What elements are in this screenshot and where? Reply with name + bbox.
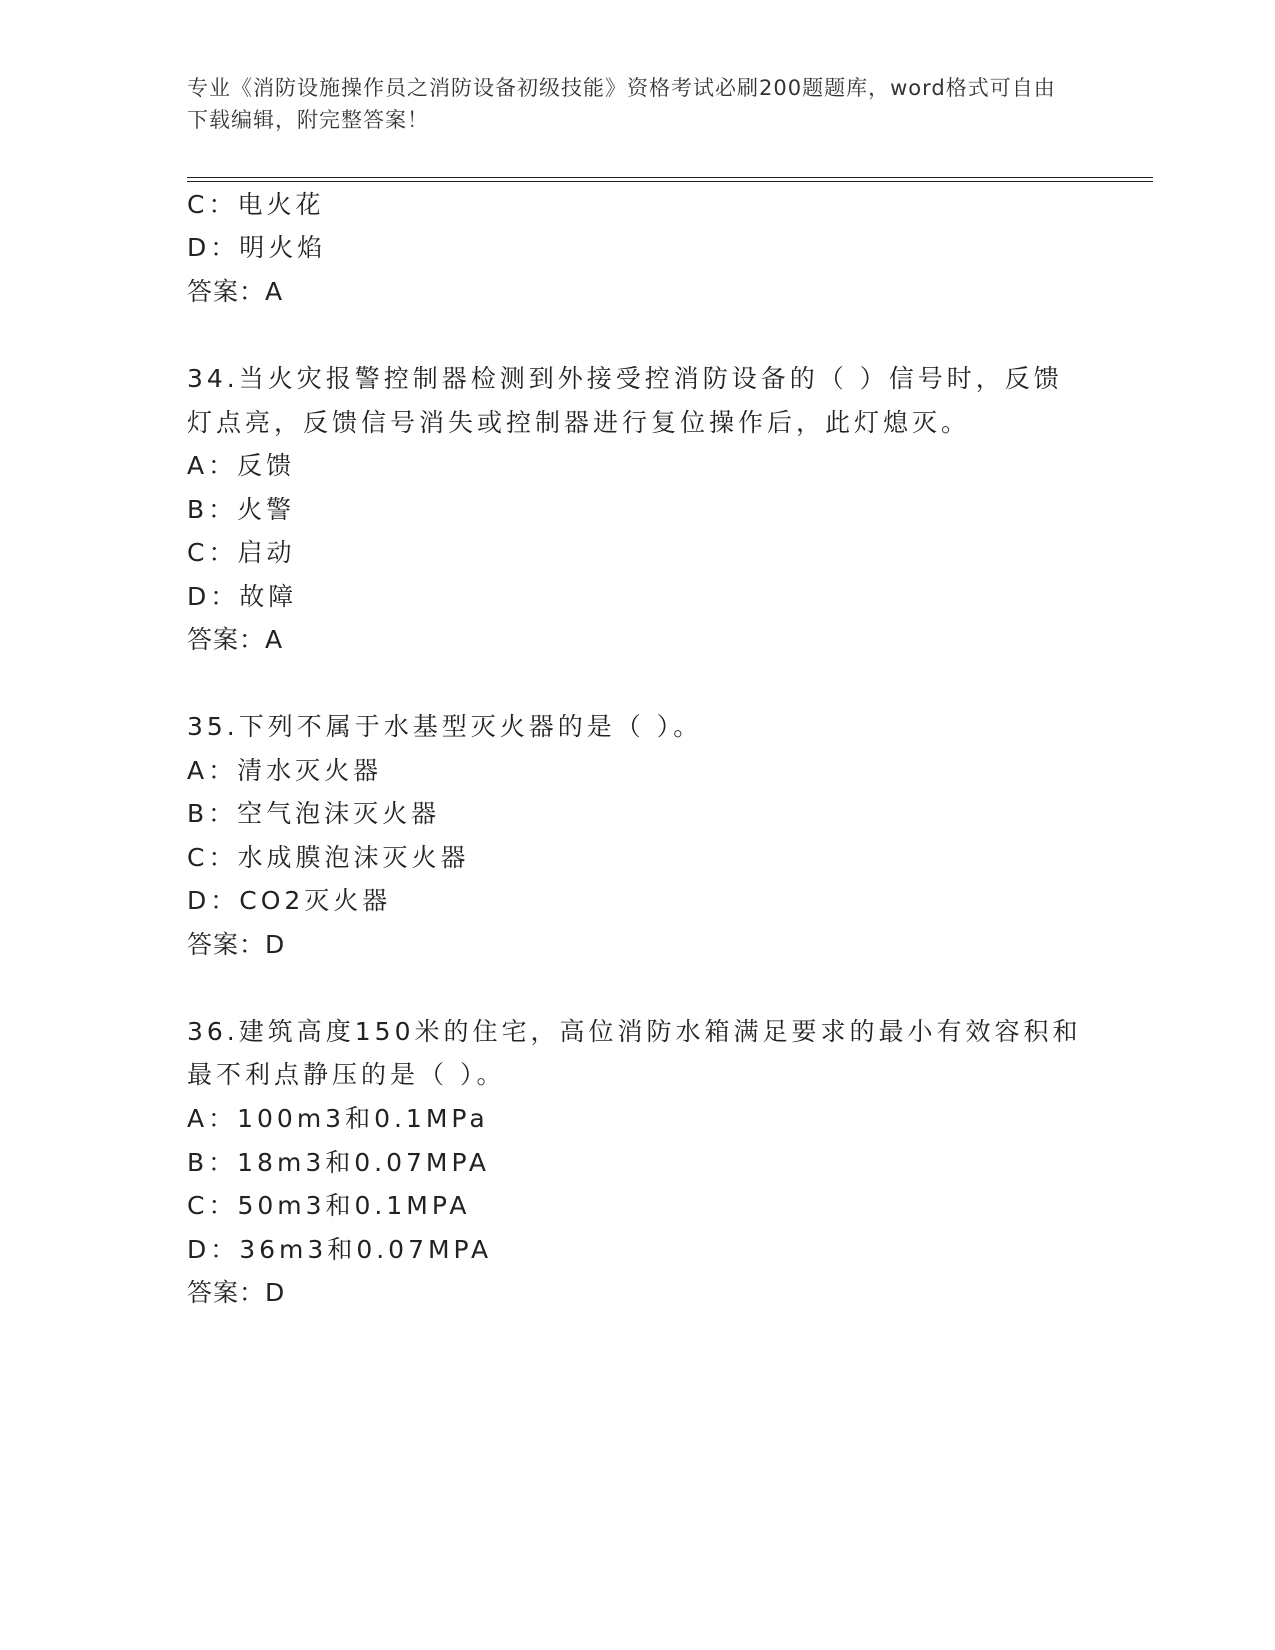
q34-stem-line-2: 灯点亮，反馈信号消失或控制器进行复位操作后，此灯熄灭。 [187,408,971,437]
q36-stem-line-1: 36.建筑高度150米的住宅，高位消防水箱满足要求的最小有效容积和 [187,1017,1082,1046]
q35-option-a: A：清水灭火器 [187,756,383,785]
q36-option-d: D：36m3和0.07MPA [187,1235,493,1264]
q35-option-c: C：水成膜泡沫灭火器 [187,843,470,872]
q34-answer: 答案：A [187,625,284,654]
q34-stem-line-1: 34.当火灾报警控制器检测到外接受控消防设备的（ ）信号时，反馈 [187,364,1063,393]
header-rule-top [187,177,1153,178]
q34-option-c: C：启动 [187,538,296,567]
q36-option-b: B：18m3和0.07MPA [187,1148,491,1177]
document-header: 专业《消防设施操作员之消防设备初级技能》资格考试必刷200题题库，word格式可自由下载编辑，附完整答案！ [187,76,1056,132]
prev-answer: 答案：A [187,277,284,306]
q36-option-c: C：50m3和0.1MPA [187,1191,471,1220]
q35-option-d: D：CO2灭火器 [187,886,392,915]
q36-answer: 答案：D [187,1278,286,1307]
q36-stem-line-2: 最不利点静压的是（ ）。 [187,1060,506,1089]
q34-option-b: B：火警 [187,495,296,524]
q34-option-d: D：故障 [187,582,298,611]
q36-option-a: A：100m3和0.1MPa [187,1104,489,1133]
q35-option-b: B：空气泡沫灭火器 [187,799,441,828]
q35-stem-line-1: 35.下列不属于水基型灭火器的是（ ）。 [187,712,703,741]
prev-option-c: C：电火花 [187,190,325,219]
header-rule-bottom [187,181,1153,182]
q34-option-a: A：反馈 [187,451,296,480]
prev-option-d: D：明火焰 [187,233,327,262]
q35-answer: 答案：D [187,930,286,959]
